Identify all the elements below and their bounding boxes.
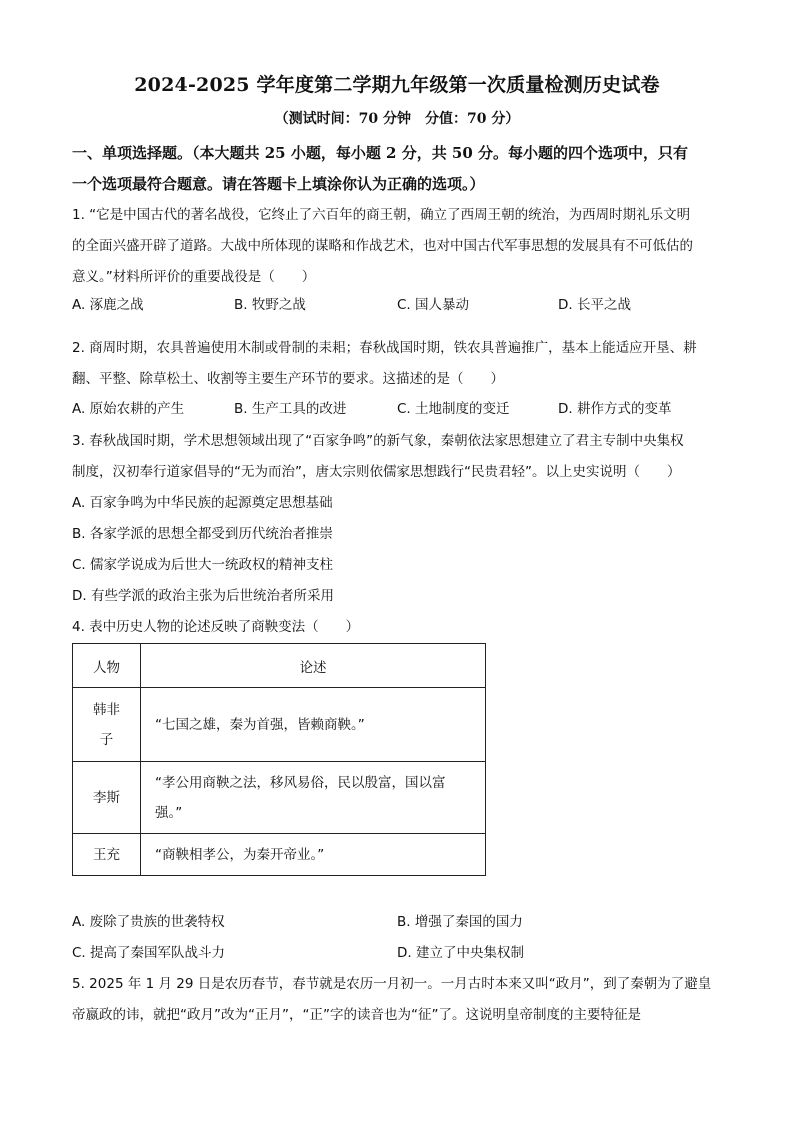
table-row bbox=[73, 688, 486, 762]
option-c[interactable]: C. 土地制度的变迁 bbox=[397, 401, 510, 417]
table-cell-quote bbox=[141, 688, 486, 762]
quote-line: “七国之雄，秦为首强，皆赖商鞅。” bbox=[155, 716, 365, 733]
option-a[interactable]: A. 涿鹿之战 bbox=[72, 297, 144, 313]
person-name-line: 韩非 bbox=[93, 701, 120, 718]
question-text-line: 制度，汉初奉行道家倡导的“无为而治”，唐太宗则依儒家思想践行“民贵君轻”。以上史实说明（ ） bbox=[72, 464, 681, 480]
option-d[interactable]: D. 长平之战 bbox=[558, 297, 631, 313]
section-instructions bbox=[72, 138, 722, 200]
question-3 bbox=[72, 426, 724, 488]
question-4-options-row-2 bbox=[72, 938, 724, 969]
table-cell-person bbox=[73, 688, 141, 762]
question-2 bbox=[72, 333, 724, 395]
question-4-stem: 4. 表中历史人物的论述反映了商鞅变法（ ） bbox=[72, 619, 360, 635]
option-c[interactable]: C. 儒家学说成为后世大一统政权的精神支柱 bbox=[72, 557, 334, 573]
table-row bbox=[73, 762, 486, 834]
quote-line: “商鞅相孝公，为秦开帝业。” bbox=[155, 846, 325, 863]
table-header-row bbox=[73, 644, 486, 688]
question-4-options-row-1 bbox=[72, 907, 724, 938]
quote-table bbox=[72, 643, 486, 876]
table-header-person: 人物 bbox=[73, 644, 141, 688]
option-c[interactable]: C. 提高了秦国军队战斗力 bbox=[72, 945, 226, 961]
option-c[interactable]: C. 国人暴动 bbox=[397, 297, 470, 313]
option-b[interactable]: B. 增强了秦国的国力 bbox=[397, 914, 523, 930]
question-text-line: 5. 2025 年 1 月 29 日是农历春节，春节就是农历一月初一。一月古时本来又叫“政月”，到了秦朝为了避皇 bbox=[72, 976, 712, 992]
question-1 bbox=[72, 200, 724, 293]
table-cell-person bbox=[73, 834, 141, 876]
question-text-line: 意义。”材料所评价的重要战役是（ ） bbox=[72, 269, 316, 285]
quote-line: “孝公用商鞅之法，移风易俗，民以殷富，国以富 bbox=[155, 774, 446, 791]
option-d[interactable]: D. 建立了中央集权制 bbox=[397, 945, 524, 961]
question-text-line: 2. 商周时期，农具普遍使用木制或骨制的耒耜；春秋战国时期，铁农具普遍推广，基本上能适应开垦、耕 bbox=[72, 340, 697, 356]
exam-subtitle: （测试时间：70 分钟 分值：70 分） bbox=[274, 111, 520, 127]
option-d[interactable]: D. 耕作方式的变革 bbox=[558, 401, 672, 417]
question-text-line: 1. “它是中国古代的著名战役，它终止了六百年的商王朝，确立了西周王朝的统治，为西周时期礼乐文明 bbox=[72, 207, 691, 223]
quote-line: 强。” bbox=[155, 804, 183, 821]
option-d[interactable]: D. 有些学派的政治主张为后世统治者所采用 bbox=[72, 588, 334, 604]
section-line: 一、单项选择题。（本大题共 25 小题，每小题 2 分，共 50 分。每小题的四个选项中，只有 bbox=[72, 144, 689, 162]
table-cell-person bbox=[73, 762, 141, 834]
question-text-line: 帝嬴政的讳，就把“政月”改为“正月”，“正”字的读音也为“征”了。这说明皇帝制度的主要特征是 bbox=[72, 1007, 641, 1023]
section-line: 一个选项最符合题意。请在答题卡上填涂你认为正确的选项。） bbox=[72, 175, 485, 193]
table-header-quote: 论述 bbox=[141, 644, 486, 688]
person-name-line: 子 bbox=[99, 731, 114, 748]
exam-title: 2024-2025 学年度第二学期九年级第一次质量检测历史试卷 bbox=[134, 74, 660, 96]
table-row bbox=[73, 834, 486, 876]
question-text-line: 3. 春秋战国时期，学术思想领域出现了“百家争鸣”的新气象，秦朝依法家思想建立了君主专制中央集权 bbox=[72, 433, 684, 449]
option-b[interactable]: B. 生产工具的改进 bbox=[234, 401, 347, 417]
table-cell-quote bbox=[141, 834, 486, 876]
option-a[interactable]: A. 废除了贵族的世袭特权 bbox=[72, 914, 225, 930]
person-name-line: 王充 bbox=[93, 846, 120, 863]
question-text-line: 的全面兴盛开辟了道路。大战中所体现的谋略和作战艺术，也对中国古代军事思想的发展具有不可低估的 bbox=[72, 238, 693, 254]
table-cell-quote bbox=[141, 762, 486, 834]
option-b[interactable]: B. 各家学派的思想全都受到历代统治者推崇 bbox=[72, 526, 333, 542]
question-5 bbox=[72, 969, 724, 1031]
question-1-options bbox=[72, 290, 724, 321]
person-name-line: 李斯 bbox=[93, 789, 120, 806]
option-a[interactable]: A. 原始农耕的产生 bbox=[72, 401, 185, 417]
option-a[interactable]: A. 百家争鸣为中华民族的起源奠定思想基础 bbox=[72, 495, 333, 511]
question-2-options bbox=[72, 394, 724, 425]
question-text-line: 翻、平整、除草松土、收割等主要生产环节的要求。这描述的是（ ） bbox=[72, 371, 504, 387]
option-b[interactable]: B. 牧野之战 bbox=[234, 297, 306, 313]
